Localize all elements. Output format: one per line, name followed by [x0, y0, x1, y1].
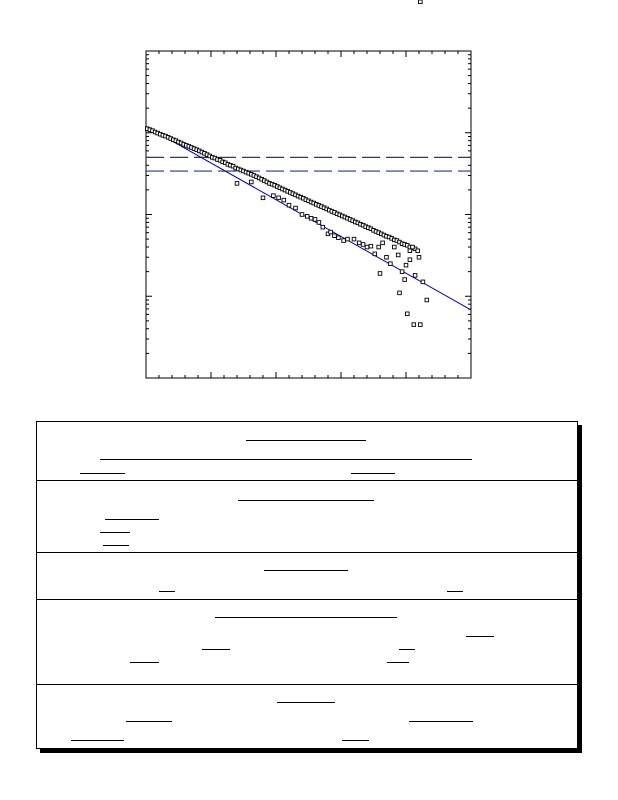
- data-point: [400, 270, 404, 274]
- text-rule: [100, 532, 130, 533]
- data-point: [417, 255, 421, 259]
- section-heading-rule: [264, 570, 348, 571]
- data-point: [357, 241, 361, 245]
- data-point: [404, 263, 408, 267]
- text-rule: [399, 649, 415, 650]
- data-point: [305, 215, 309, 219]
- data-point: [361, 243, 365, 247]
- data-point: [321, 225, 325, 229]
- data-point: [352, 237, 356, 241]
- data-point: [346, 237, 350, 241]
- data-points: [146, 0, 429, 326]
- data-point: [425, 298, 429, 302]
- data-point: [389, 262, 393, 266]
- data-point: [385, 255, 389, 259]
- data-point: [235, 182, 239, 186]
- data-point: [317, 221, 321, 225]
- data-point: [373, 252, 377, 256]
- data-point: [337, 236, 341, 240]
- data-point: [408, 249, 412, 253]
- section-heading-rule: [246, 440, 366, 441]
- data-point: [419, 0, 423, 4]
- text-rule: [409, 721, 473, 722]
- text-rule: [100, 459, 472, 460]
- data-point: [377, 245, 381, 249]
- section-heading-rule: [238, 500, 374, 501]
- text-rule: [159, 591, 175, 592]
- data-point: [329, 230, 333, 234]
- data-point: [393, 245, 397, 249]
- section-heading-rule: [215, 617, 397, 618]
- text-rule: [447, 591, 463, 592]
- data-point: [309, 216, 313, 220]
- data-point: [378, 272, 382, 276]
- text-rule: [202, 649, 230, 650]
- text-rule: [126, 721, 172, 722]
- data-point: [398, 291, 402, 295]
- data-point: [381, 241, 385, 245]
- data-point: [272, 194, 276, 198]
- data-point: [403, 278, 407, 282]
- panel-section-5: [37, 685, 577, 748]
- data-point: [333, 234, 337, 238]
- data-point: [287, 203, 291, 207]
- data-point: [313, 218, 317, 222]
- data-point: [408, 258, 412, 262]
- text-rule: [351, 473, 395, 474]
- data-point: [412, 323, 416, 327]
- data-point: [406, 312, 410, 316]
- text-rule: [105, 519, 159, 520]
- data-point: [416, 249, 420, 253]
- data-point: [419, 323, 423, 327]
- data-point: [300, 213, 304, 217]
- data-point: [369, 244, 373, 248]
- data-point: [250, 180, 254, 184]
- data-point: [396, 253, 400, 257]
- panel-section-1: [37, 422, 577, 481]
- data-point: [282, 198, 286, 202]
- section-heading-rule: [277, 702, 335, 703]
- text-rule: [387, 662, 409, 663]
- text-rule: [130, 662, 159, 663]
- text-rule: [103, 545, 129, 546]
- text-rule: [71, 740, 124, 741]
- text-rule: [80, 473, 125, 474]
- panel-section-2: [37, 481, 577, 553]
- panel-section-4: [37, 600, 577, 685]
- data-point: [421, 280, 425, 284]
- panel-section-3: [37, 553, 577, 600]
- results-panel: [36, 421, 578, 749]
- reference-lines: [146, 157, 471, 171]
- text-rule: [342, 740, 369, 741]
- data-point: [342, 239, 346, 243]
- data-point: [411, 245, 415, 249]
- data-point: [277, 196, 281, 200]
- data-point: [261, 196, 265, 200]
- data-point: [413, 274, 417, 278]
- data-point: [294, 206, 298, 210]
- data-point: [365, 245, 369, 249]
- text-rule: [466, 636, 494, 637]
